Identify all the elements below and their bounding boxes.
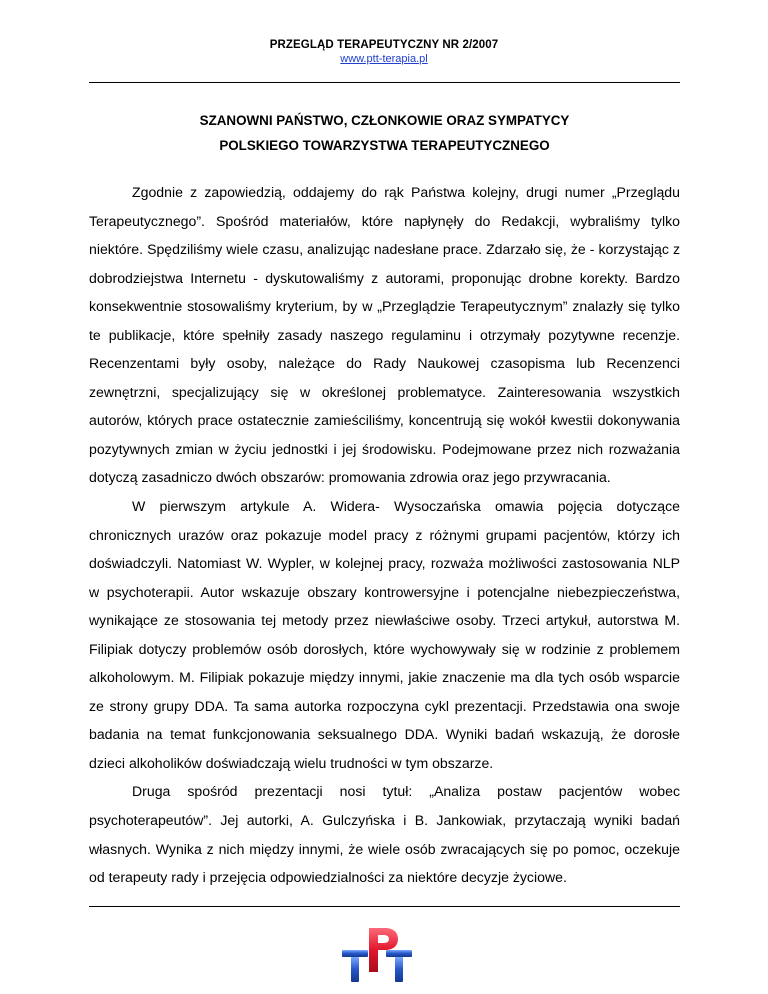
header-divider xyxy=(89,82,680,83)
footer-divider xyxy=(89,906,680,907)
title-line-1: SZANOWNI PAŃSTWO, CZŁONKOWIE ORAZ SYMPATYCY xyxy=(199,113,570,128)
title-line-2: POLSKIEGO TOWARZYSTWA TERAPEUTYCZNEGO xyxy=(219,138,550,153)
ptt-logo-icon xyxy=(340,924,416,988)
page-header xyxy=(0,38,768,66)
paragraph-intro: Zgodnie z zapowiedzią, oddajemy do rąk Państwa kolejny, drugi numer „Przeglądu Terapeutycznego”. Spośród materiałów, które napłynęły do Redakcji, wybraliśmy tylko niektóre. Spędziliśmy wiele czasu, analizując nadesłane prace. Zdarzało się, że - korzystając z dobrodziejstwa Internetu - dyskutowaliśmy z autorami, proponując drobne korekty. Bardzo konsekwentnie stosowaliśmy kryterium, by w „Przeglądzie Terapeutycznym” znalazły się tylko te publikacje, które spełniły zasady naszego regulaminu i otrzymały pozytywne recenzje. Recenzentami były osoby, należące do Rady Naukowej czasopisma lub Recenzenci zewnętrzni, specjalizujący się w określonej problematyce. Zainteresowania wszystkich autorów, których prace ostatecznie zamieściliśmy, koncentrują się wokół kwestii dokonywania pozytywnych zmian w życiu jednostki i jej środowisku. Podejmowane przez nich rozważania dotyczą zasadniczo dwóch obszarów: promowania zdrowia oraz jego przywracania. xyxy=(89,184,680,486)
website-link[interactable]: www.ptt-terapia.pl xyxy=(340,53,428,65)
logo-letter-t-right xyxy=(386,950,412,982)
logo-letter-t-left xyxy=(342,950,368,982)
letter-body xyxy=(89,178,680,892)
letter-title xyxy=(89,108,680,158)
paragraph-articles: W pierwszym artykule A. Widera- Wysoczańska omawia pojęcia dotyczące chronicznych urazów oraz pokazuje model pracy z różnymi grupami pacjentów, którzy ich doświadczyli. Natomiast W. Wypler, w kolejnej pracy, rozważa możliwości zastosowania NLP w psychoterapii. Autor wskazuje obszary kontrowersyjne i potencjalne niebezpieczeństwa, wynikające ze stosowania tej metody przez niewłaściwe osoby. Trzeci artykuł, autorstwa M. Filipiak dotyczy problemów osób dorosłych, które wychowywały się w rodzinie z problemem alkoholowym. M. Filipiak pokazuje między innymi, jakie znaczenie ma dla tych osób wsparcie ze strony grupy DDA. Ta sama autorka rozpoczyna cykl prezentacji. Przedstawia ona swoje badania na temat funkcjonowania seksualnego DDA. Wyniki badań wskazują, że dorosłe dzieci alkoholików doświadczają wielu trudności w tym obszarze. xyxy=(89,498,680,771)
paragraph-presentation: Druga spośród prezentacji nosi tytuł: „Analiza postaw pacjentów wobec psychoterapeutów”. Jej autorki, A. Gulczyńska i B. Jankowiak, przytaczają wyniki badań własnych. Wynika z nich między innymi, że wiele osób zwracających się po pomoc, oczekuje od terapeuty rady i przejęcia odpowiedzialności za niektóre decyzje życiowe. xyxy=(89,783,680,886)
journal-issue-title: PRZEGLĄD TERAPEUTYCZNY NR 2/2007 xyxy=(269,39,499,51)
